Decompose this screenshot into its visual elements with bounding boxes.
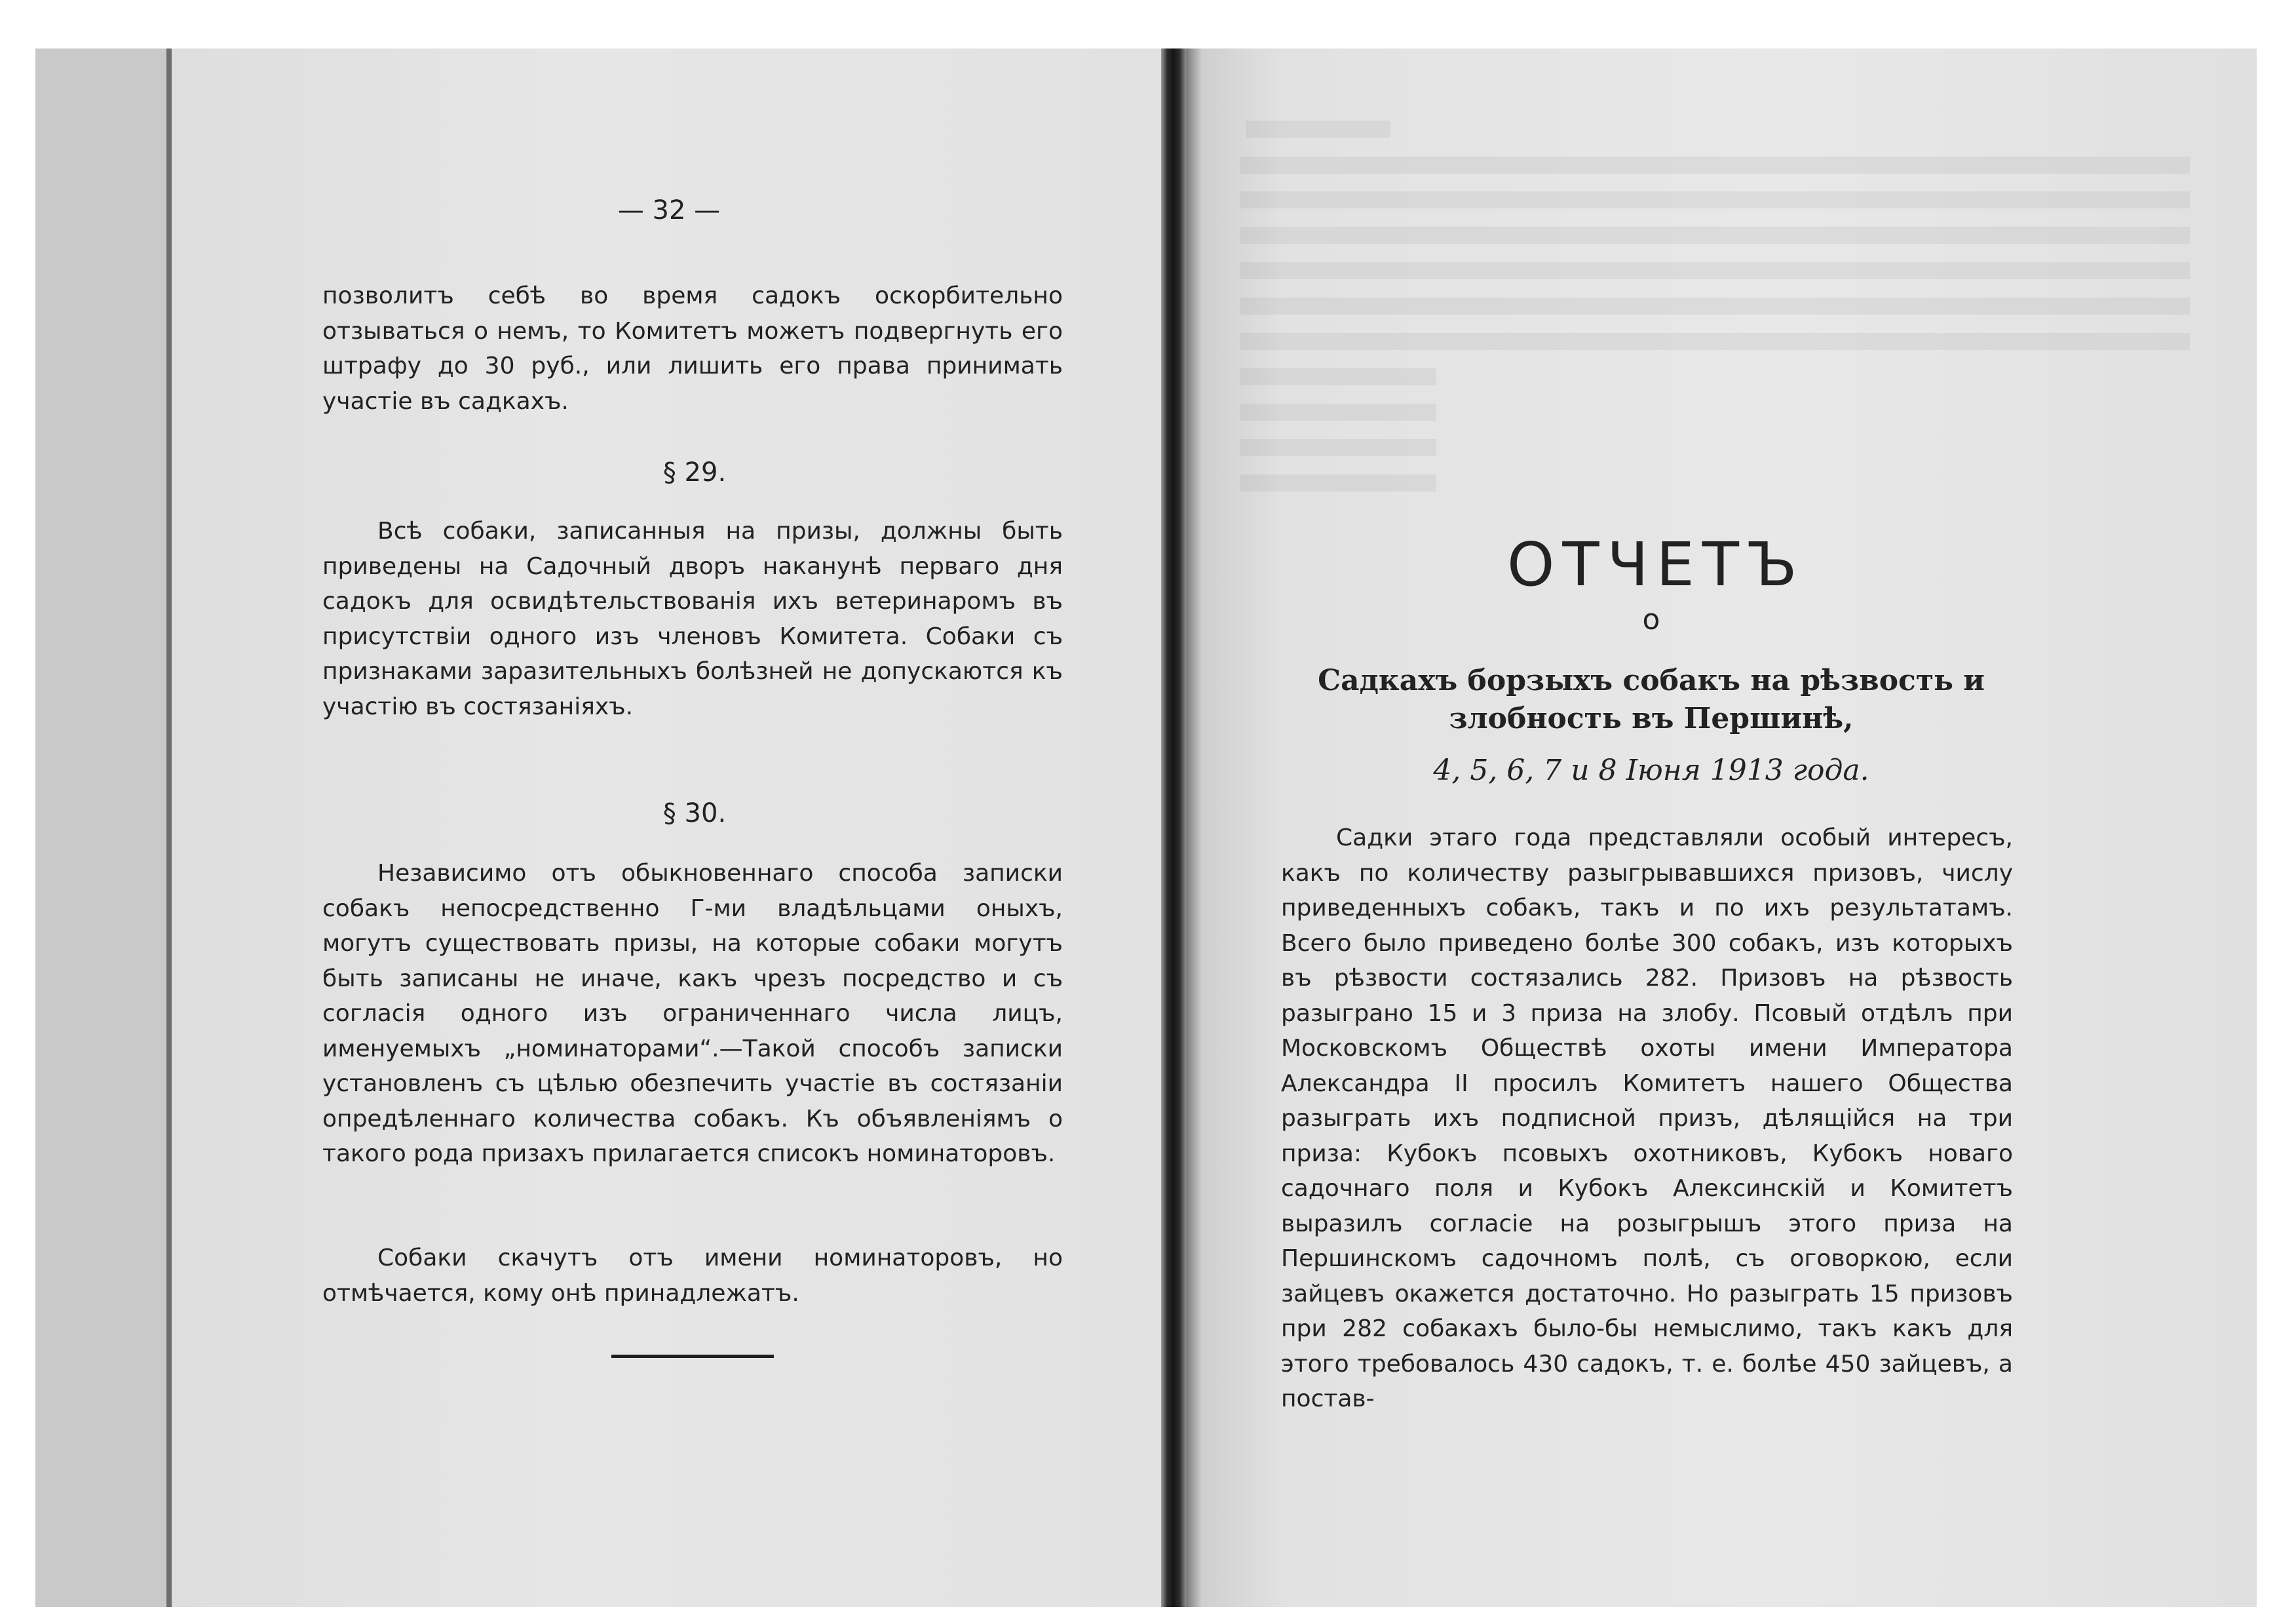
paragraph-text: позволитъ себѣ во время садокъ оскорбительно отзываться о немъ, то Комитетъ можетъ подвергнуть его штрафу до 30 руб., или лишить его права принимать участіе въ садкахъ.: [322, 282, 1063, 415]
spine-shadow: [1186, 48, 1202, 1607]
section-heading-30: § 30.: [662, 798, 727, 828]
bleed-through: [1240, 227, 2190, 244]
bleed-through: [1240, 333, 2190, 350]
report-preposition: о: [1642, 603, 1660, 636]
paragraph-text: Всѣ собаки, записанныя на призы, должны быть приведены на Садочный дворъ наканунѣ перваго дня садокъ для освидѣтельствованія ихъ ветеринаромъ въ присутствіи одного изъ членовъ Комитета. Собаки съ признаками заразительныхъ болѣзней не допускаются къ участію въ состязаніяхъ.: [322, 518, 1063, 720]
bleed-through: [1240, 404, 1436, 421]
left-paragraph-1: [322, 279, 1063, 419]
bleed-through: [1240, 474, 1436, 492]
report-dates: 4, 5, 6, 7 и 8 Іюня 1913 года.: [1433, 754, 1869, 787]
report-title: ОТЧЕТЪ: [1507, 530, 1805, 600]
left-paragraph-2: [322, 514, 1063, 724]
bleed-through: [1240, 191, 2190, 208]
bleed-through: [1246, 121, 1390, 138]
bleed-through: [1240, 298, 2190, 315]
paragraph-text: Независимо отъ обыкновеннаго способа записки собакъ непосредственно Г-ми владѣльцами оныхъ, могутъ существовать призы, на которые собаки могутъ быть записаны не иначе, какъ чрезъ посредство и съ согласія одного изъ ограниченнаго числа лицъ, именуемыхъ „номинаторами“.—Такой способъ записки установленъ съ цѣлью обезпечить участіе въ состязаніи опредѣленнаго количества собакъ. Къ объявленіямъ о такого рода призахъ прилагается списокъ номинаторовъ.: [322, 860, 1063, 1167]
bleed-through: [1240, 439, 1436, 456]
bleed-through: [1240, 368, 1436, 385]
paragraph-text: Садки этаго года представляли особый интересъ, какъ по количеству разыгрывавшихся призовъ, числу приведенныхъ собакъ, такъ и по ихъ результатамъ. Всего было приведено болѣе 300 собакъ, изъ которыхъ въ рѣзвости состязались 282. Призовъ на рѣзвость разыграно 15 и 3 приза на злобу. Псовый отдѣлъ при Московскомъ Обществѣ охоты имени Императора Александра II просилъ Комитетъ нашего Общества разыграть ихъ подписной призъ, дѣлящійся на три приза: Кубокъ псовыхъ охотниковъ, Кубокъ новаго садочнаго поля и Кубокъ Алексинскій и Комитетъ выразилъ согласіе на розыгрышъ этого приза на Першинскомъ садочномъ полѣ, съ оговоркою, если зайцевъ окажется достаточно. Но разыграть 15 призовъ при 282 собакахъ было-бы немыслимо, такъ какъ для этого требовалось 430 садокъ, т. е. болѣе 450 зайцевъ, а постав-: [1281, 824, 2013, 1412]
left-paragraph-3: [322, 856, 1063, 1172]
end-rule: [611, 1355, 774, 1358]
bleed-through: [1240, 157, 2190, 174]
left-paragraph-4: [322, 1241, 1063, 1311]
section-heading-29: § 29.: [662, 457, 727, 488]
book-spine: [1161, 48, 1186, 1607]
page-number: — 32 —: [617, 195, 721, 225]
report-subtitle: Садкахъ борзыхъ собакъ на рѣзвость и злобность въ Першинѣ,: [1318, 664, 1985, 735]
bleed-through: [1240, 262, 2190, 279]
paragraph-text: Собаки скачутъ отъ имени номинаторовъ, но отмѣчается, кому онѣ принадлежатъ.: [322, 1245, 1063, 1307]
right-paragraph-1: [1281, 821, 2013, 1417]
left-page-edge: [166, 48, 172, 1607]
